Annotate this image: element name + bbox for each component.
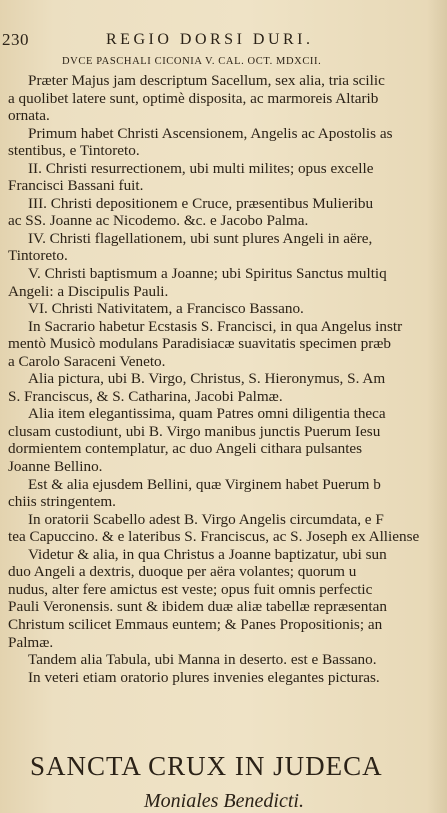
text-line: tea Capuccino. & e lateribus S. Franciscus, ac S. Joseph ex Alliense	[8, 528, 420, 546]
running-title: REGIO DORSI DURI.	[106, 31, 314, 48]
text-line: Joanne Bellino.	[8, 458, 103, 476]
text-line: ornata.	[8, 107, 50, 125]
page-number: 230	[2, 30, 29, 49]
text-line: In Sacrario habetur Ecstasis S. Francisci, in qua Angelus instr	[28, 317, 403, 335]
text-line: Tintoreto.	[8, 247, 68, 265]
text-line: Christum scilicet Emmaus euntem; & Panes Propositionis; an	[8, 615, 383, 633]
text-line: Est & alia ejusdem Bellini, quæ Virginem habet Puerum b	[28, 475, 381, 493]
text-line: Tandem alia Tabula, ubi Manna in deserto. est e Bassano.	[28, 651, 377, 669]
text-line: Alia pictura, ubi B. Virgo, Christus, S. Hieronymus, S. Am	[28, 370, 386, 388]
text-line: Palmæ.	[8, 633, 54, 651]
text-line: chiis stringentem.	[8, 493, 116, 511]
dateline: DVCE PASCHALI CICONIA V. CAL. OCT. MDXCII.	[62, 56, 322, 67]
text-line: stentibus, e Tintoreto.	[8, 142, 140, 160]
text-line: In veteri etiam oratorio plures invenies elegantes picturas.	[28, 668, 380, 686]
text-line: mentò Musicò modulans Paradisiacæ suavitatis specimen præb	[8, 335, 392, 353]
text-line: Angeli: a Discipulis Pauli.	[8, 282, 169, 300]
body-text	[0, 72, 447, 686]
page-header	[0, 30, 447, 52]
text-line: S. Franciscus, & S. Catharina, Jacobi Palmæ.	[8, 387, 283, 405]
text-line: V. Christi baptismum a Joanne; ubi Spiritus Sanctus multiq	[28, 265, 387, 283]
text-line: VI. Christi Nativitatem, a Francisco Bassano.	[28, 300, 304, 318]
page-edge-shadow	[427, 0, 447, 813]
text-line: Pauli Veronensis. sunt & ibidem duæ aliæ tabellæ repræsentan	[8, 598, 387, 616]
text-line: Primum habet Christi Ascensionem, Angelis ac Apostolis as	[28, 124, 393, 142]
text-line: clusam custodiunt, ubi B. Virgo manibus junctis Puerum Iesu	[8, 422, 381, 440]
text-line: a quolibet latere sunt, optimè disposita, ac marmoreis Altarib	[8, 89, 379, 107]
text-line: dormientem contemplatur, ac duo Angeli cithara pulsantes	[8, 440, 363, 458]
text-line: ac SS. Joanne ac Nicodemo. &c. e Jacobo Palma.	[8, 212, 309, 230]
text-line: Videtur & alia, in qua Christus a Joanne baptizatur, ubi sun	[28, 545, 387, 563]
text-line: Præter Majus jam descriptum Sacellum, sex alia, tria scilic	[28, 72, 385, 89]
text-line: duo Angeli a dextris, duoque per aëra volantes; quorum u	[8, 563, 357, 581]
text-line: Francisci Bassani fuit.	[8, 177, 144, 195]
text-line: III. Christi depositionem e Cruce, præsentibus Mulieribu	[28, 194, 374, 212]
text-line: a Carolo Saraceni Veneto.	[8, 352, 166, 370]
text-line: nudus, alter fere amictus est veste; opus fuit omnis perfectic	[8, 580, 373, 598]
section-heading: SANCTA CRUX IN JUDECA	[30, 751, 383, 781]
section-subheading: Moniales Benedicti.	[144, 790, 304, 812]
text-line: In oratorii Scabello adest B. Virgo Angelis circumdata, e F	[28, 510, 384, 528]
text-line: II. Christi resurrectionem, ubi multi milites; opus excelle	[28, 159, 374, 177]
text-line: IV. Christi flagellationem, ubi sunt plures Angeli in aëre,	[28, 229, 373, 247]
text-line: Alia item elegantissima, quam Patres omni diligentia theca	[28, 405, 386, 423]
